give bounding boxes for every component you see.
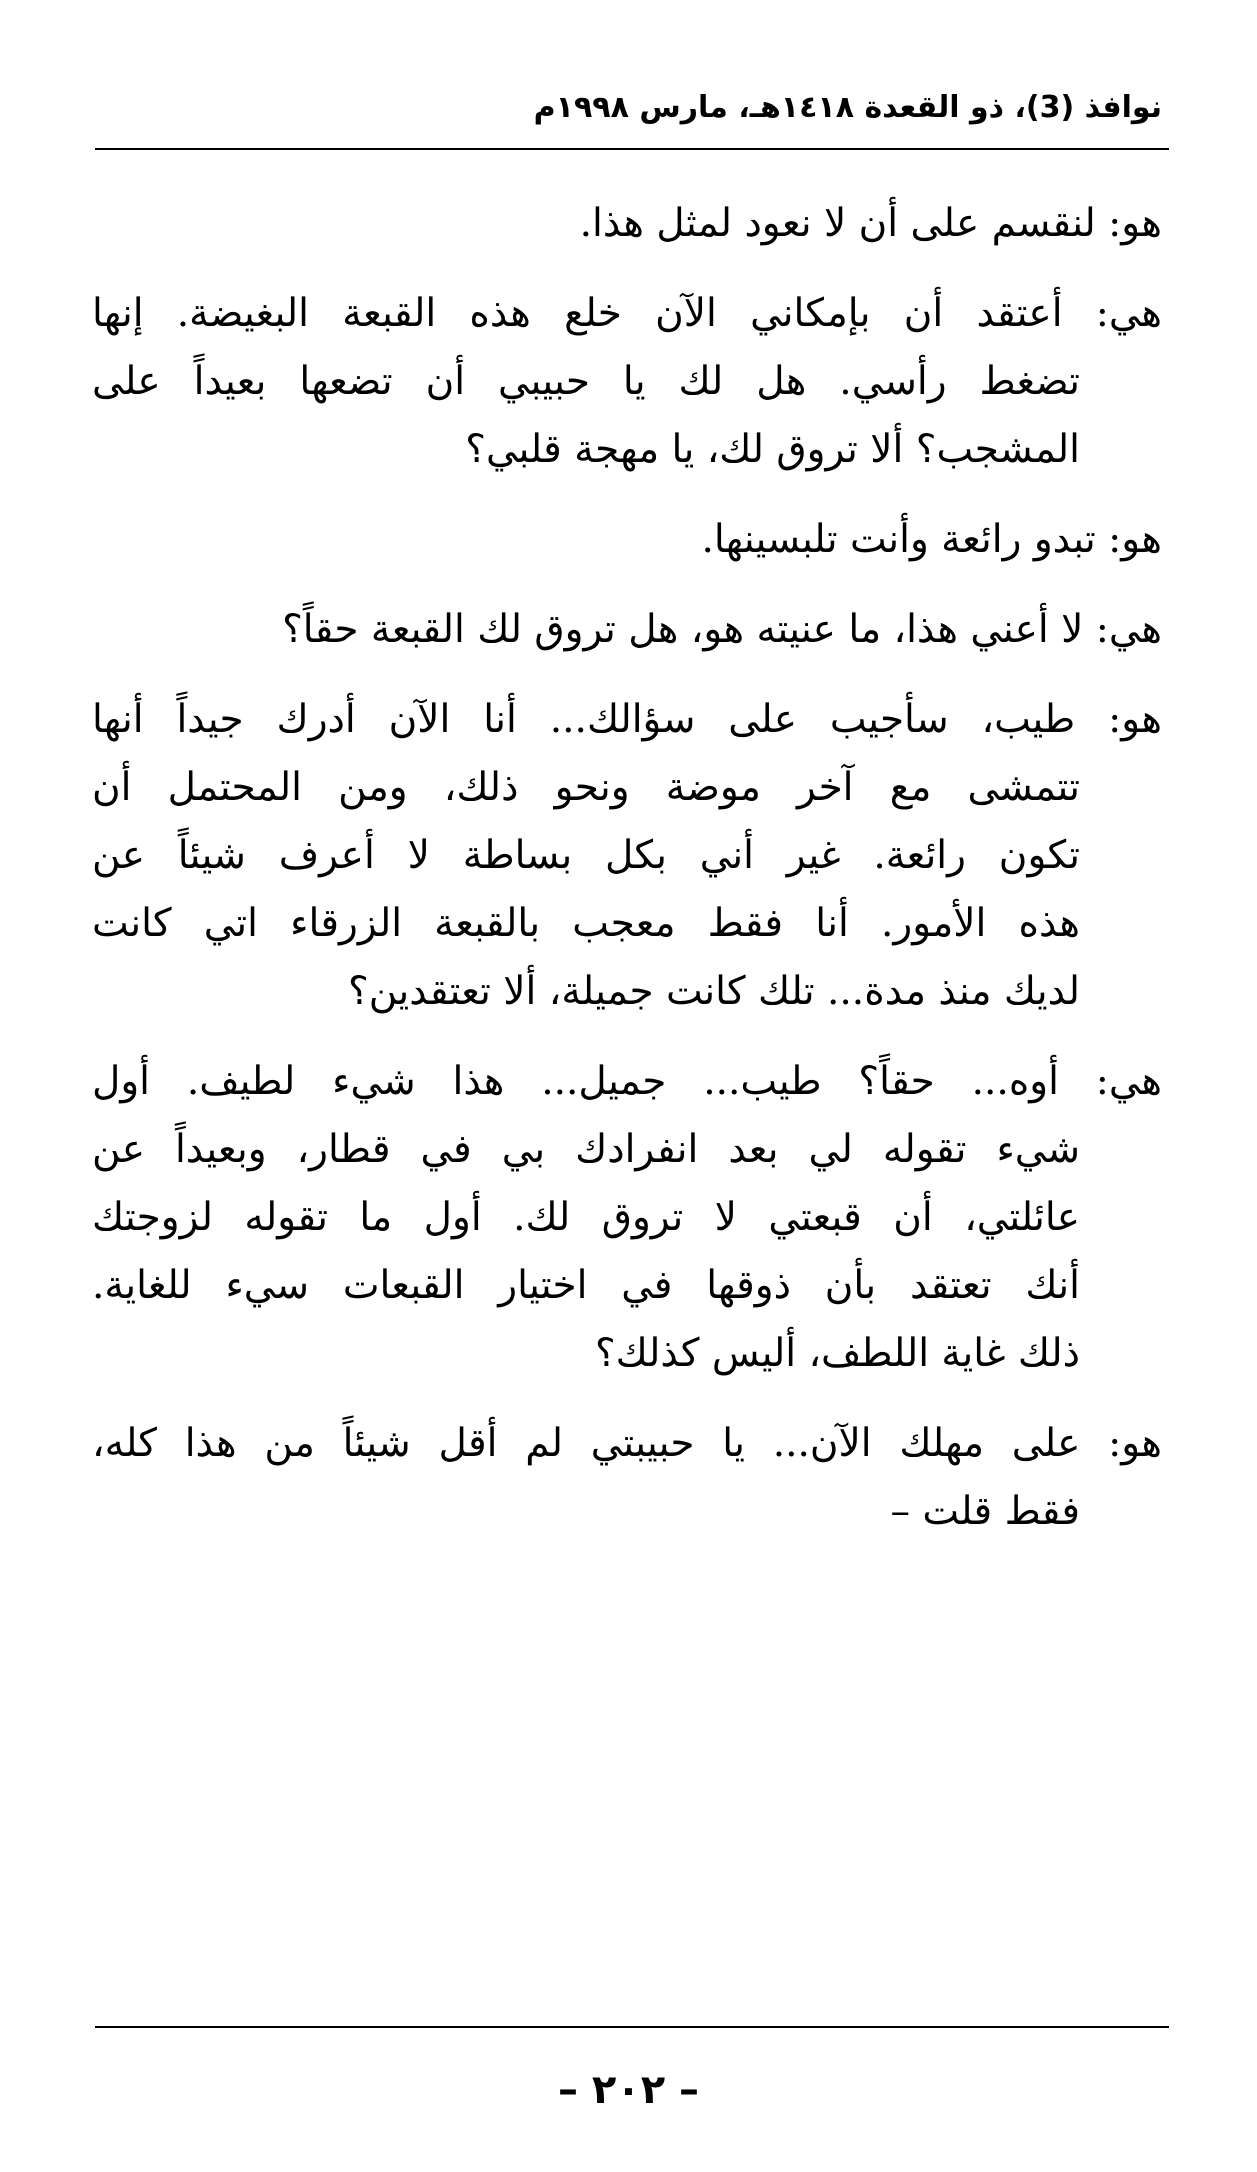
dialogue-first-line: هو: لنقسم على أن لا نعود لمثل هذا. [579,201,1162,246]
footer-rule [95,2026,1169,2028]
dialogue-first-line: هي: لا أعني هذا، ما عنيته هو، هل تروق لك القبعة حقاً؟ [282,607,1162,652]
dialogue-first-line: هي: أعتقد أن بإمكاني الآن خلع هذه القبعة البغيضة. إنها [92,291,1162,336]
dialogue-line: شيء تقوله لي بعد انفرادك بي في قطار، وبعيداً عن [92,1127,1080,1172]
dialogue-paragraph [92,506,1162,574]
dialogue-first-line: هي: أوه... حقاً؟ طيب... جميل... هذا شيء لطيف. أول [92,1059,1162,1104]
dialogue-first-line: هو: طيب، سأجيب على سؤالك... أنا الآن أدرك جيداً أنها [92,697,1162,742]
dialogue-line: ذلك غاية اللطف، أليس كذلك؟ [594,1331,1080,1376]
header-rule [95,148,1169,150]
dialogue-line: المشجب؟ ألا تروق لك، يا مهجة قلبي؟ [465,427,1080,472]
dialogue-line: عائلتي، أن قبعتي لا تروق لك. أول ما تقوله لزوجتك [92,1195,1080,1240]
dialogue-line: تتمشى مع آخر موضة ونحو ذلك، ومن المحتمل أن [92,765,1080,810]
dialogue-line: فقط قلت – [890,1489,1080,1534]
dialogue-line: أنك تعتقد بأن ذوقها في اختيار القبعات سيء للغاية. [92,1263,1080,1308]
dialogue-first-line: هو: تبدو رائعة وأنت تلبسينها. [701,517,1162,562]
dialogue-paragraph [92,280,1162,484]
dialogue-paragraph [92,596,1162,664]
dialogue-line: هذه الأمور. أنا فقط معجب بالقبعة الزرقاء اتي كانت [92,901,1080,946]
dialogue-paragraph [92,190,1162,258]
dialogue-line: تكون رائعة. غير أني بكل بساطة لا أعرف شيئاً عن [92,833,1080,878]
dialogue-line: تضغط رأسي. هل لك يا حبيبي أن تضعها بعيداً على [92,359,1080,404]
dialogue-line: لديك منذ مدة... تلك كانت جميلة، ألا تعتقدين؟ [348,969,1080,1014]
dialogue-paragraph [92,1048,1162,1388]
dialogue-paragraph [92,686,1162,1026]
running-header: نوافذ (3)، ذو القعدة ١٤١٨هـ، مارس ١٩٩٨م [533,90,1162,125]
page-number: – ٢٠٢ – [557,2067,700,2113]
dialogue-first-line: هو: على مهلك الآن... يا حبيبتي لم أقل شيئاً من هذا كله، [92,1421,1162,1466]
page-body [92,190,1162,1568]
dialogue-paragraph [92,1410,1162,1546]
